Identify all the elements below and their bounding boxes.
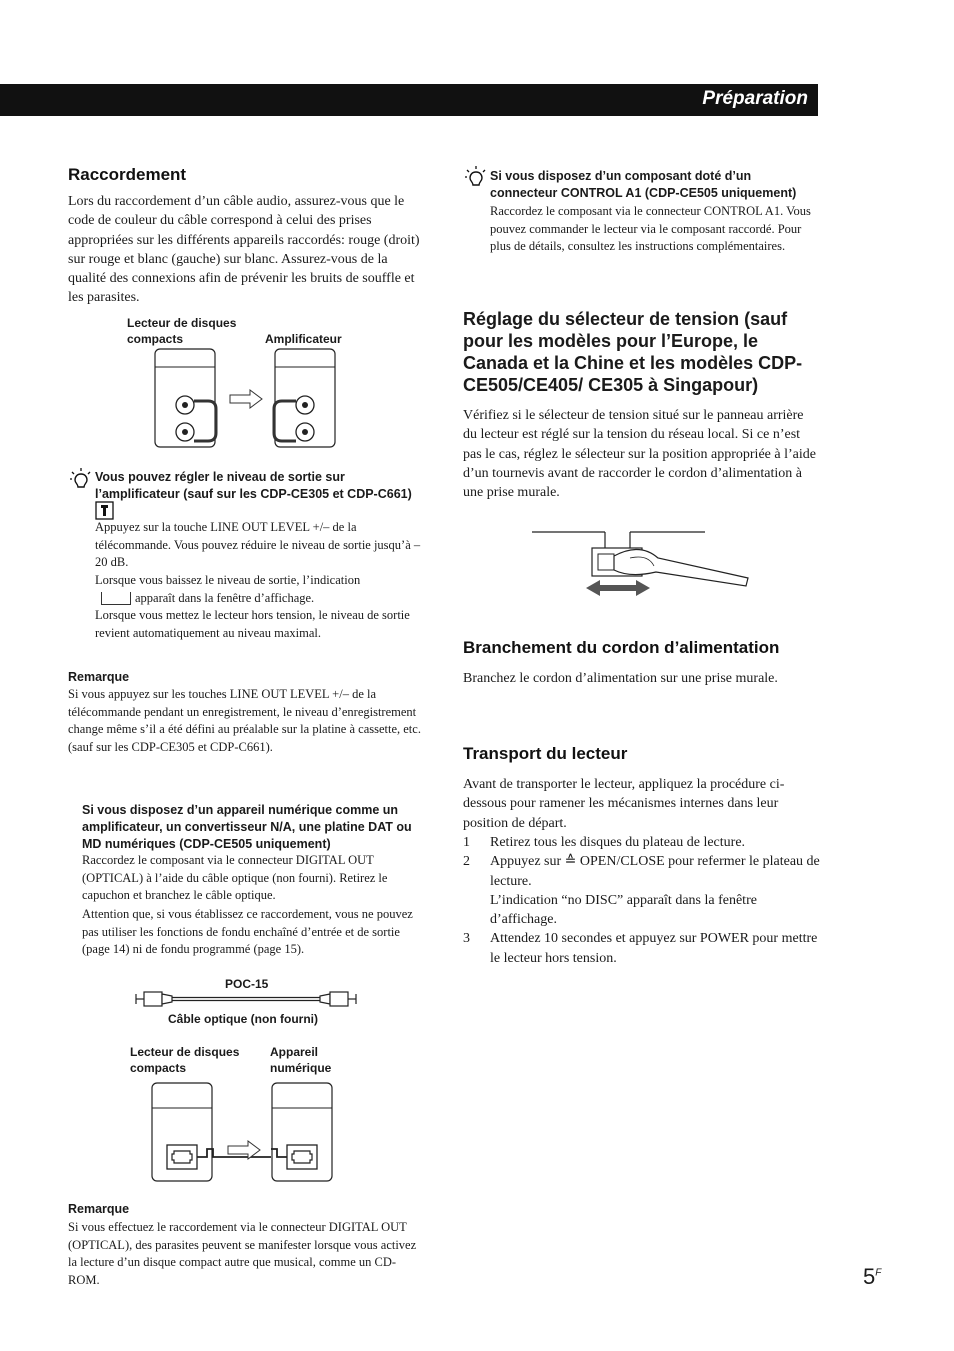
tip-output-level-heading: Vous pouvez régler le niveau de sortie sur l’amplificateur (sauf sur les CDP-CE305 et CDP-C661) <box>95 470 412 501</box>
step-number: 1 <box>463 835 470 850</box>
fig1-label-cd-player: Lecteur de disques compacts <box>127 316 237 346</box>
optical-cable-diagram <box>134 988 360 1010</box>
step-text: Retirez tous les disques du plateau de lecture. <box>490 835 746 850</box>
remarque-1-heading: Remarque <box>68 670 130 684</box>
transport-intro: Avant de transporter le lecteur, appliquez la procédure ci-dessous pour ramener les mécanismes internes dans leur position de départ. <box>463 777 785 831</box>
transport-heading: Transport du lecteur <box>463 744 628 763</box>
tip-bulb-icon <box>465 166 487 188</box>
section-title: Préparation <box>702 88 808 109</box>
raccordement-intro: Lors du raccordement d’un câble audio, assurez-vous que le code de couleur du câble correspond à celui des prises appropriées sur les différents appareils raccordés: rouge (droit) sur rouge et blanc (gauche) sur blanc. Assurez-vous de la qualité des connexions afin de prévenir les bruits de souffle et les parasites. <box>68 194 420 306</box>
list-item <box>463 852 821 929</box>
step-text: Attendez 10 secondes et appuyez sur POWER pour mettre le lecteur hors tension. <box>490 931 818 966</box>
fig1-label-amplifier: Amplificateur <box>265 332 342 346</box>
page-number-value: 5 <box>863 1264 876 1289</box>
list-item <box>463 833 821 852</box>
branchement-heading: Branchement du cordon d’alimentation <box>463 638 780 657</box>
tip-output-level-text-1: Appuyez sur la touche LINE OUT LEVEL +/– de la télécommande. Vous pouvez réduire le niveau de sortie jusqu’à –20 dB. <box>95 520 421 570</box>
display-indicator-icon <box>101 592 131 605</box>
page-number <box>863 1264 881 1290</box>
digital-text-2: Attention que, si vous établissez ce raccordement, vous ne pouvez pas utiliser les fonctions de fondu enchaîné d’entrée et de sortie (page 14) ni de fondu programmé (page 15). <box>82 907 413 957</box>
fig2-label-cd-player: Lecteur de disques compacts <box>130 1045 240 1075</box>
header-bar <box>0 84 818 116</box>
digital-heading: Si vous disposez d’un appareil numérique comme un amplificateur, un convertisseur N/A, une platine DAT ou MD numériques (CDP-CE505 uniquement) <box>82 803 412 851</box>
remarque-2-text: Si vous effectuez le raccordement via le connecteur DIGITAL OUT (OPTICAL), des parasites peuvent se manifester lorsque vous activez la lecture d’un disque compact autre que musical, comme un CD-ROM. <box>68 1220 417 1288</box>
page-number-suffix: F <box>875 1267 882 1279</box>
digital-text-1: Raccordez le composant via le connecteur DIGITAL OUT (OPTICAL) à l’aide du câble optique (non fourni). Retirez le capuchon et branchez le câble optique. <box>82 853 388 903</box>
voltage-selector-diagram <box>530 528 752 600</box>
tip-output-level-text-2 <box>95 572 425 607</box>
cable-label: Câble optique (non fourni) <box>168 1012 318 1026</box>
step-note: L’indication “no DISC” apparaît dans la fenêtre d’affichage. <box>490 892 757 928</box>
tip-output-level-text-3: Lorsque vous mettez le lecteur hors tension, le niveau de sortie revient automatiquement au niveau maximal. <box>95 608 410 640</box>
raccordement-heading: Raccordement <box>68 165 187 184</box>
transport-steps <box>463 833 821 968</box>
tension-heading: Réglage du sélecteur de tension (sauf pour les modèles pour l’Europe, le Canada et la Chine et les modèles CDP-CE505/CE405/ CE305 à Singapour) <box>463 309 803 395</box>
tip-bulb-icon <box>70 468 92 490</box>
tip-text-2a: Lorsque vous baissez le niveau de sortie, l’indication <box>95 573 361 587</box>
remarque-2-heading: Remarque <box>68 1202 130 1216</box>
digital-connection-diagram <box>150 1080 340 1184</box>
remote-control-icon <box>95 501 115 520</box>
step-number: 2 <box>463 854 470 870</box>
fig2-label-digital-device: Appareil numérique <box>270 1045 332 1075</box>
cable-model-label: POC-15 <box>225 977 269 991</box>
tip-text-2b: apparaît dans la fenêtre d’affichage. <box>135 590 315 605</box>
screwdriver-icon <box>614 549 748 586</box>
list-item <box>463 929 821 968</box>
slide-direction-icon <box>586 580 650 596</box>
remarque-1-text: Si vous appuyez sur les touches LINE OUT LEVEL +/– de la télécommande pendant un enregistrement, le niveau d’enregistrement change même s’il a été défini au préalable sur la platine à cassette, etc. (sauf sur les CDP-CE305 et CDP-C661). <box>68 687 421 755</box>
signal-arrow-icon <box>230 390 262 408</box>
analog-connection-diagram <box>150 345 350 450</box>
branchement-text: Branchez le cordon d’alimentation sur une prise murale. <box>463 671 778 686</box>
step-number: 3 <box>463 931 470 947</box>
tension-text: Vérifiez si le sélecteur de tension situé sur le panneau arrière du lecteur est réglé sur la tension du réseau local. Si ce n’est pas le cas, réglez le sélecteur sur la position appropriée à l’aide d’un tournevis avant de raccorder le cordon d’alimentation à une prise murale. <box>463 408 816 501</box>
control-a1-heading: Si vous disposez d’un composant doté d’un connecteur CONTROL A1 (CDP-CE505 uniquement) <box>490 169 797 200</box>
step-text: Appuyez sur ≙ OPEN/CLOSE pour refermer le plateau de lecture. <box>490 854 820 889</box>
control-a1-text: Raccordez le composant via le connecteur CONTROL A1. Vous pouvez commander le lecteur via le composant raccordé. Pour plus de détails, consultez les instructions complémentaires. <box>490 204 811 254</box>
